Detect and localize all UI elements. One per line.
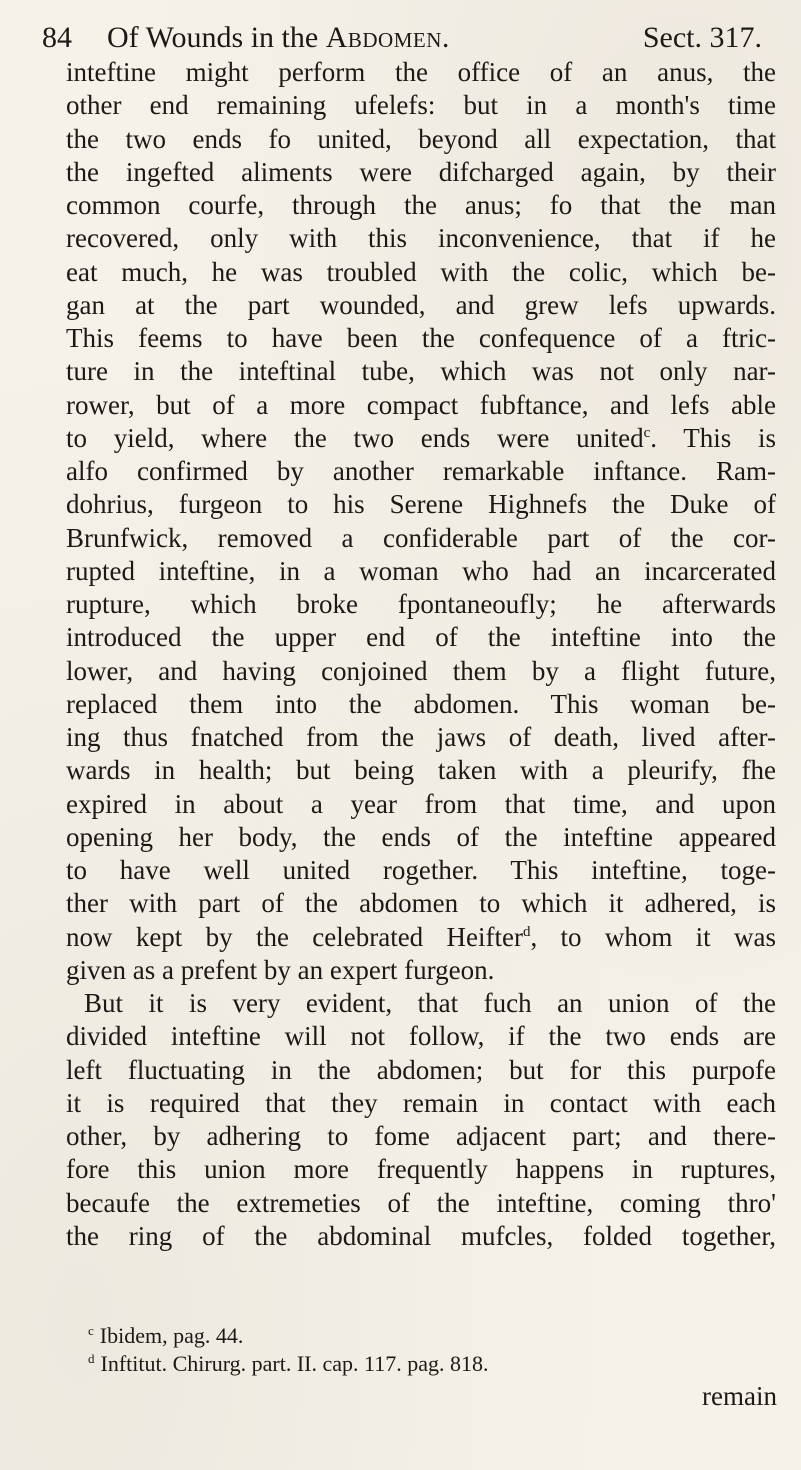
footnote-d-marker: d (88, 1350, 95, 1366)
text-line: common courfe, through the anus; fo that the man (66, 190, 776, 220)
text-line: the ring of the abdominal mufcles, folded together, (66, 1220, 776, 1251)
text-line: ther with part of the abdomen to which it adhered, is (66, 888, 776, 919)
text-line: gan at the part wounded, and grew lefs upwards. (66, 289, 776, 320)
text-line-segment: , to whom it was (530, 921, 776, 952)
running-title (107, 18, 450, 58)
text-line: Brunfwick, removed a confiderable part of the cor- (66, 522, 776, 553)
paragraph-start-line: But it is very evident, that fuch an union of the (84, 988, 776, 1018)
text-line-segment: . This is (650, 422, 776, 453)
text-line: rower, but of a more compact fubftance, and lefs able (66, 389, 776, 420)
text-line: introduced the upper end of the inteftine into the (66, 622, 776, 653)
footnotes (88, 1322, 778, 1378)
running-header (42, 18, 762, 58)
text-line: ture in the inteftinal tube, which was not only nar- (66, 356, 776, 387)
footnote-marker-c: c (643, 424, 651, 441)
text-line: lower, and having conjoined them by a flight future, (66, 655, 776, 686)
text-line: recovered, only with this inconvenience, that if he (66, 223, 776, 254)
text-line: replaced them into the abdomen. This woman be- (66, 688, 776, 719)
footnote-d-text: Inftitut. Chirurg. part. II. cap. 117. pag. 818. (100, 1351, 489, 1376)
text-line: fore this union more frequently happens in ruptures, (66, 1154, 776, 1185)
footnote-c (88, 1322, 778, 1350)
text-line: rupted inteftine, in a woman who had an incarcerated (66, 555, 776, 586)
text-line: it is required that they remain in contact with each (66, 1087, 776, 1118)
text-line: divided inteftine will not follow, if the two ends are (66, 1021, 776, 1052)
text-line: to have well united rogether. This inteftine, toge- (66, 855, 776, 885)
footnote-marker-d: d (522, 923, 531, 940)
text-line: left fluctuating in the abdomen; but for this purpofe (66, 1054, 776, 1085)
text-line: becaufe the extremeties of the inteftine, coming thro' (66, 1187, 776, 1218)
text-line: This feems to have been the confequence of a ftric- (66, 323, 776, 353)
text-line: wards in health; but being taken with a pleurify, fhe (66, 755, 776, 786)
text-line: rupture, which broke fpontaneoufly; he afterwards (66, 589, 776, 619)
text-line: opening her body, the ends of the inteftine appeared (66, 821, 776, 852)
text-line-with-footnote (66, 422, 776, 455)
footnote-c-marker: c (88, 1322, 94, 1338)
text-line: dohrius, furgeon to his Serene Highnefs the Duke of (66, 489, 776, 520)
footnote-c-text: Ibidem, pag. 44. (99, 1323, 244, 1348)
running-title-smallcaps: Abdomen. (325, 21, 450, 54)
text-line: expired in about a year from that time, and upon (66, 788, 776, 819)
text-line: inteftine might perform the office of an anus, the (66, 57, 776, 87)
text-line: the ingefted aliments were difcharged again, by their (66, 156, 776, 187)
catchword: remain (702, 1381, 777, 1411)
text-line: ing thus fnatched from the jaws of death, lived after- (66, 722, 776, 752)
running-title-prefix: Of Wounds in the (107, 21, 326, 54)
text-line-segment: to yield, where the two ends were united (66, 422, 644, 453)
text-line: alfo confirmed by another remarkable inftance. Ram- (66, 456, 776, 486)
text-line: other, by adhering to fome adjacent part; and there- (66, 1121, 776, 1151)
main-text (66, 56, 776, 1253)
section-number: Sect. 317. (642, 21, 762, 54)
text-line: other end remaining ufelefs: but in a month's time (66, 90, 776, 121)
text-line: eat much, he was troubled with the colic, which be- (66, 256, 776, 287)
text-line-with-footnote (66, 921, 776, 954)
footnote-d (88, 1350, 778, 1378)
text-line: the two ends fo united, beyond all expectation, that (66, 123, 776, 154)
text-line-segment: now kept by the celebrated Heifter (66, 921, 523, 952)
text-line: given as a prefent by an expert furgeon. (66, 954, 495, 985)
page-number: 84 (42, 21, 72, 54)
